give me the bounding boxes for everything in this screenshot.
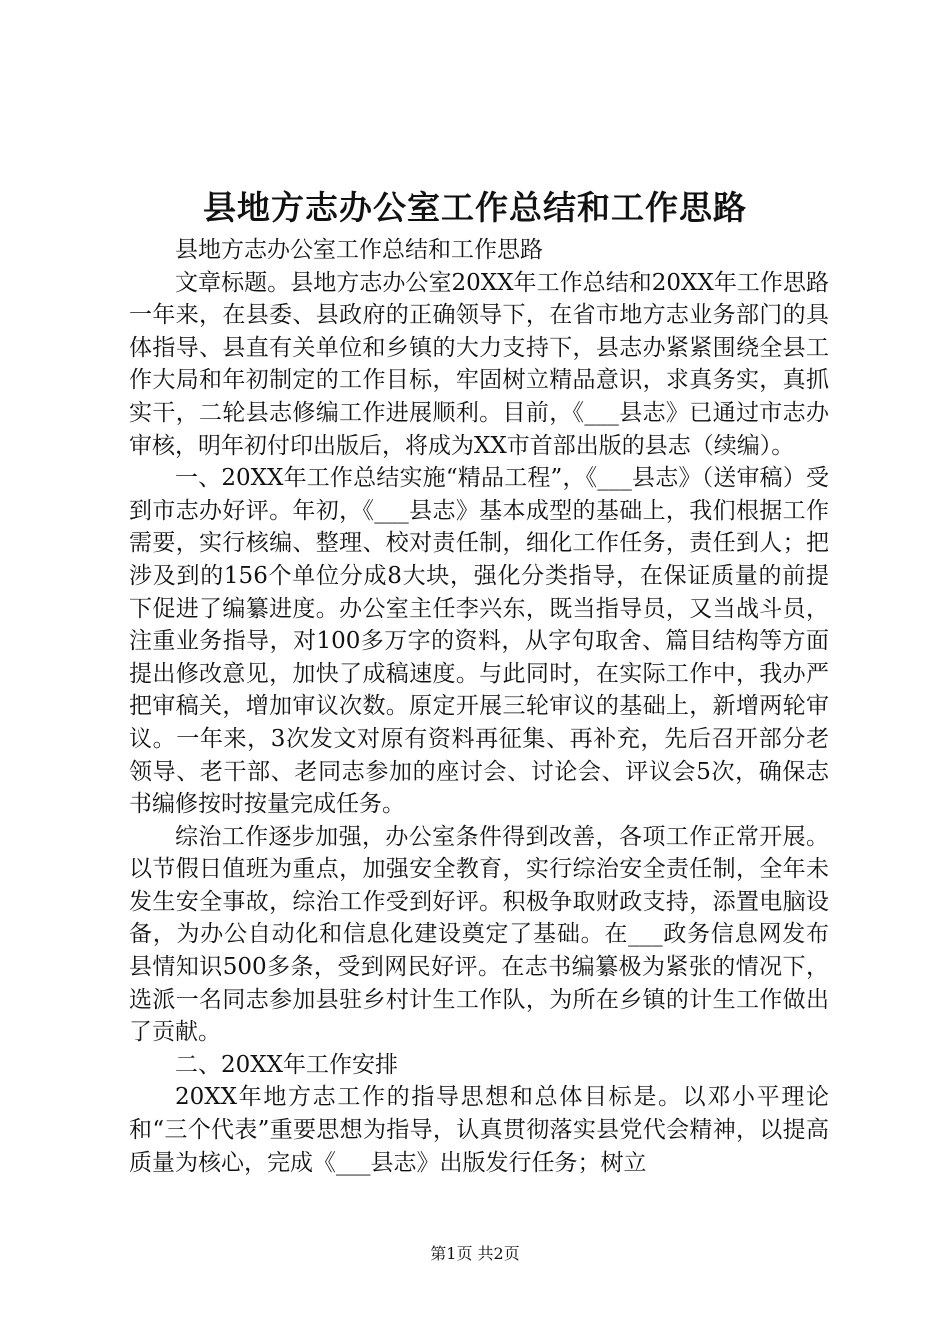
- paragraph-plan: 20XX年地方志工作的指导思想和总体目标是。以邓小平理论和“三个代表”重要思想为指导，认真贯彻落实县党代会精神，以提高质量为核心，完成《___县志》出版发行任务；树立: [129, 1084, 829, 1176]
- paragraph-section-two-heading: 二、20XX年工作安排: [175, 1051, 399, 1078]
- paragraph-intro: 文章标题。县地方志办公室20XX年工作总结和20XX年工作思路一年来，在县委、县政府的正确领导下，在省市地方志业务部门的具体指导、县直有关单位和乡镇的大力支持下，县志办紧紧围绕全县工作大局和年初制定的工作目标，牢固树立精品意识，求真务实，真抓实干，二轮县志修编工作进展顺利。目前，《___县志》已通过市志办审核，明年初付印出版后，将成为XX市首部出版的县志（续编）。: [129, 269, 829, 459]
- paragraph-summary: 一、20XX年工作总结实施“精品工程”，《___县志》（送审稿）受到市志办好评。年初，《___县志》基本成型的基础上，我们根据工作需要，实行核编、整理、校对责任制，细化工作任务，责任到人；把涉及到的156个单位分成8大块，强化分类指导，在保证质量的前提下促进了编纂进度。办公室主任李兴东，既当指导员，又当战斗员，注重业务指导，对100多万字的资料，从字句取舍、篇目结构等方面提出修改意见，加快了成稿速度。与此同时，在实际工作中，我办严把审稿关，增加审议次数。原定开展三轮审议的基础上，新增两轮审议。一年来，3次发文对原有资料再征集、再补充，先后召开部分老领导、老干部、老同志参加的座讨会、讨论会、评议会5次，确保志书编修按时按量完成任务。: [129, 465, 829, 818]
- page-footer: 第1页 共2页: [430, 1244, 520, 1263]
- paragraph-comprehensive: 综治工作逐步加强，办公室条件得到改善，各项工作正常开展。以节假日值班为重点，加强安全教育，实行综治安全责任制，全年未发生安全事故，综治工作受到好评。积极争取财政支持，添置电脑设备，为办公自动化和信息化建设奠定了基础。在___政务信息网发布县情知识500多条，受到网民好评。在志书编纂极为紧张的情况下，选派一名同志参加县驻乡村计生工作队，为所在乡镇的计生工作做出了贡献。: [129, 823, 829, 1046]
- paragraph-heading: 县地方志办公室工作总结和工作思路: [175, 237, 543, 263]
- document-body: [129, 234, 829, 1179]
- document-title: 县地方志办公室工作总结和工作思路: [203, 188, 747, 227]
